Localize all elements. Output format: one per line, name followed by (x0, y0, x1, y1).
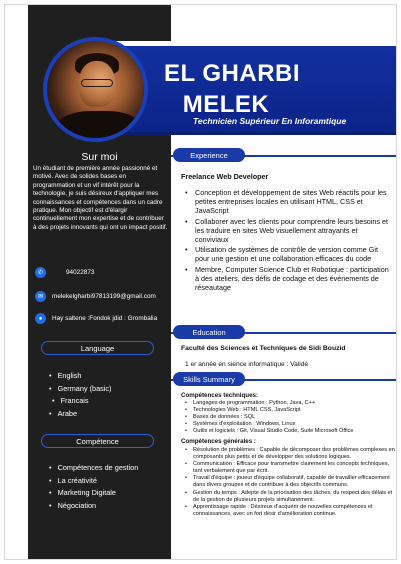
profile-photo (43, 37, 148, 142)
competence-item: • Négociation (49, 499, 138, 512)
language-heading: Language (41, 341, 154, 355)
education-detail: 1 er année en sience informatique : Validé (185, 361, 309, 368)
technical-skills-list (185, 400, 395, 435)
last-name: MELEK (182, 91, 270, 118)
experience-item: • Membre, Computer Science Club et Robotique : participation à des ateliers, des défis de codage et des événements de réseautage (185, 265, 390, 292)
experience-item: • Conception et développement de sites Web réactifs pour les petites entreprises locales en utilisant HTML, CSS et JavaScript (185, 188, 390, 215)
education-school: Faculté des Sciences et Techniques de Sidi Bouzid (181, 345, 346, 352)
address-text: Hay saltene :Fondok jdid : Grombalia (52, 315, 158, 322)
technical-skills-title: Compétences techniques: (181, 392, 259, 399)
competence-item: • Marketing Digitale (49, 487, 138, 500)
language-item: • Francais (49, 395, 112, 408)
job-subtitle: Technicien Supérieur En Inforamtique (193, 116, 347, 126)
technical-skill: • Systèmes d'exploitation : Windows, Linux (185, 421, 395, 428)
language-item: • Germany (basic) (49, 382, 112, 395)
technical-skill: • Langages de programmation : Python, Java, C++ (185, 400, 395, 407)
location-icon: ● (35, 313, 46, 324)
experience-item: • Utilisation de systèmes de contrôle de version comme Git pour une gestion et une collaboration efficaces du code (185, 245, 390, 263)
phone-text: 94022873 (66, 269, 95, 276)
first-name: EL GHARBI (163, 60, 301, 87)
about-text: Un étudiant de première année passionné et motivé. Avec de solides bases en programmation et un vif intérêt pour la technologie, je suis désireux d'appliquer mes connaissances et compétences dans un cadre pratique. Mon objectif est d'élargir continuellement mon expertise et de contribuer à des projets innovants qui ont un impact positif. (33, 165, 168, 231)
phone-icon: ✆ (35, 267, 46, 278)
general-skill: • Apprentissage rapide : Désireux d'acquérir de nouvelles compétences et connaissances, avec un fort désir d'amélioration continue. (185, 504, 395, 518)
contact-phone (35, 267, 94, 278)
general-skills-title: Compétences générales : (181, 438, 256, 445)
technical-skill: • Technologies Web : HTML CSS, JavaScript (185, 407, 395, 414)
language-list (49, 369, 112, 420)
experience-item: • Collaborer avec les clients pour comprendre leurs besoins et les traduire en sites Web visuellement attrayants et conviviaux (185, 217, 390, 244)
contact-email (35, 291, 156, 302)
experience-list (185, 188, 390, 293)
general-skill: • Résolution de problèmes : Capable de décomposer des problèmes complexes en composants plus petits et de développer des solutions logiques. (185, 447, 395, 461)
skills-heading: Skills Summary (173, 372, 245, 386)
competence-list (49, 461, 138, 512)
technical-skill: • Outils et logiciels : Git, Visual Studio Code, Suite Microsoft Office (185, 428, 395, 435)
competence-heading: Compétence (41, 434, 154, 448)
general-skill: • Gestion du temps : Adepte de la priorisation des tâches, du respect des délais et de la gestion de plusieurs projets simultanément. (185, 490, 395, 504)
email-icon: ✉ (35, 291, 46, 302)
email-text[interactable]: melekelgharbi97813199@gmail.com (52, 293, 156, 300)
general-skill: • Travail d'équipe : joueur d'équipe collaboratif, capable de travailler efficacement dans divers groupes et de contribuer à des objectifs communs. (185, 475, 395, 489)
experience-role: Freelance Web Developer (181, 172, 269, 181)
general-skill: • Communication : Efficace pour transmettre clairement les concepts techniques, tant verbalement que par écrit. (185, 461, 395, 475)
general-skills-list (185, 447, 395, 518)
experience-heading: Experience (173, 148, 245, 162)
language-item: • Arabe (49, 407, 112, 420)
competence-item: • Compétences de gestion (49, 461, 138, 474)
about-title: Sur moi (81, 151, 118, 163)
resume-page (4, 4, 397, 560)
contact-address (35, 313, 157, 324)
banner-underline (125, 132, 397, 135)
education-heading: Education (173, 325, 245, 339)
language-item: • English (49, 369, 112, 382)
competence-item: • La créativité (49, 474, 138, 487)
technical-skill: • Bases de données : SQL (185, 414, 395, 421)
